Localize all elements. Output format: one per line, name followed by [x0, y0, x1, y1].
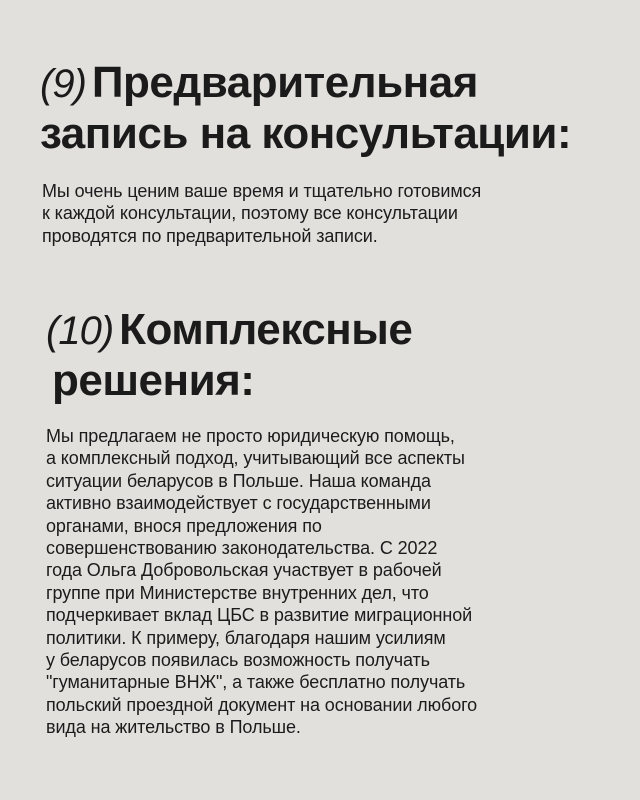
body-line: органами, внося предложения по: [46, 515, 322, 536]
body-line: у беларусов появилась возможность получать: [46, 650, 430, 671]
body-line: Мы предлагаем не просто юридическую помощь,: [46, 426, 455, 446]
heading-line-1: Предварительная: [91, 58, 478, 107]
body-line: вида на жительство в Польше.: [46, 717, 301, 738]
body-line: проводятся по предварительной записи.: [42, 225, 378, 246]
section-number: (10): [46, 309, 114, 353]
body-line: к каждой консультации, поэтому все консультации: [42, 203, 458, 224]
section-body: [46, 425, 606, 739]
body-line: совершенствованию законодательства. С 2022: [46, 538, 438, 559]
body-line: польский проездной документ на основании любого: [46, 694, 478, 715]
body-line: Мы очень ценим ваше время и тщательно готовимся: [42, 181, 482, 201]
body-line: ситуации беларусов в Польше. Наша команда: [46, 470, 431, 491]
body-line: года Ольга Добровольская участвует в рабочей: [46, 560, 442, 581]
section-body: [42, 180, 602, 247]
body-line: а комплексный подход, учитывающий все аспекты: [46, 448, 465, 469]
heading-line-2: решения:: [52, 356, 255, 405]
heading-line-2: запись на консультации:: [40, 109, 572, 158]
section-number: (9): [40, 62, 86, 106]
section-heading: [40, 58, 630, 158]
body-line: политики. К примеру, благодаря нашим усилиям: [46, 627, 446, 648]
body-line: активно взаимодействует с государственными: [46, 493, 431, 514]
body-line: подчеркивает вклад ЦБС в развитие миграционной: [46, 605, 473, 626]
body-line: "гуманитарные ВНЖ", а также бесплатно получать: [46, 672, 466, 693]
body-line: группе при Министерстве внутренних дел, что: [46, 582, 429, 603]
section-heading: [46, 305, 566, 405]
heading-line-1: Комплексные: [119, 305, 413, 354]
